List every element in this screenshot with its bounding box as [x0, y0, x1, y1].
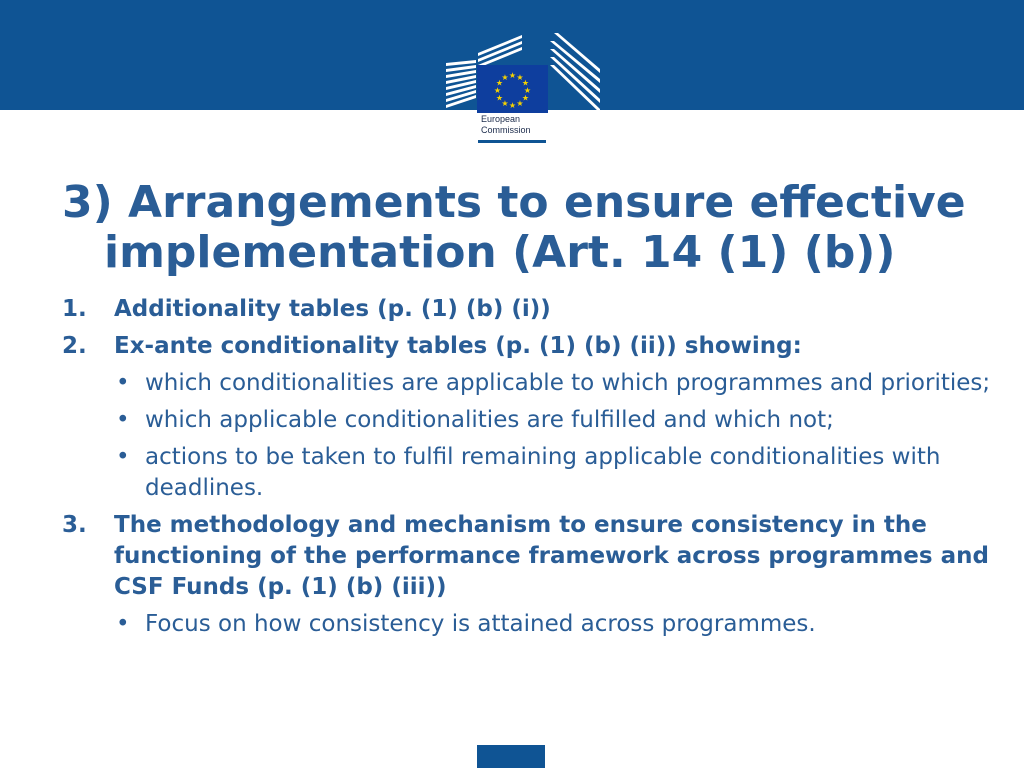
bullet-text: actions to be taken to fulfil remaining applicable conditionalities with deadlines.: [145, 444, 941, 501]
svg-text:★: ★: [521, 78, 530, 88]
svg-text:★: ★: [495, 93, 504, 103]
svg-text:★: ★: [516, 73, 524, 82]
slide-title-line1: 3) Arrangements to ensure effective: [62, 177, 966, 228]
bullet-item: [114, 442, 992, 504]
logo-text-line1: European: [481, 114, 521, 124]
item-text: Ex-ante conditionality tables (p. (1) (b) (ii)) showing:: [114, 333, 802, 359]
numbered-item-3: [62, 510, 992, 640]
item-number: 2.: [62, 333, 87, 359]
svg-text:★: ★: [495, 78, 504, 88]
svg-text:★: ★: [493, 86, 502, 95]
slide-title: [62, 178, 992, 278]
svg-text:★: ★: [508, 101, 517, 110]
bullet-item: [114, 405, 992, 436]
slide-content: [62, 294, 992, 646]
footer-mark: [477, 745, 545, 768]
bullet-text: which applicable conditionalities are fulfilled and which not;: [145, 407, 834, 433]
numbered-item-2: [62, 331, 992, 504]
building-right-icon: [550, 33, 600, 113]
numbered-item-1: [62, 294, 992, 325]
bullet-dot-icon: •: [116, 370, 130, 396]
bullet-item: [114, 609, 992, 640]
bullet-item: [114, 368, 992, 399]
svg-text:★: ★: [501, 73, 509, 82]
item-text: Additionality tables (p. (1) (b) (i)): [114, 296, 551, 322]
logo-text-line2: Commission: [481, 125, 531, 135]
bullet-text: Focus on how consistency is attained across programmes.: [145, 611, 816, 637]
item-number: 3.: [62, 512, 87, 538]
svg-text:★: ★: [501, 99, 509, 108]
bullet-dot-icon: •: [116, 407, 130, 433]
bullet-list: [114, 368, 992, 504]
svg-text:★: ★: [523, 86, 532, 95]
svg-text:★: ★: [516, 99, 524, 108]
bullet-dot-icon: •: [116, 611, 130, 637]
logo-underline: [478, 140, 546, 143]
logo-text: [481, 114, 531, 136]
item-text: The methodology and mechanism to ensure consistency in the functioning of the performance framework across programmes and CSF Funds (p. (1) (b) (iii)): [114, 512, 989, 600]
bullet-list: [114, 609, 992, 640]
item-number: 1.: [62, 296, 87, 322]
bullet-text: which conditionalities are applicable to which programmes and priorities;: [145, 370, 991, 396]
slide-title-line2: implementation (Art. 14 (1) (b)): [104, 227, 896, 278]
svg-text:★: ★: [521, 93, 530, 103]
svg-text:★: ★: [508, 71, 517, 80]
bullet-dot-icon: •: [116, 444, 130, 470]
